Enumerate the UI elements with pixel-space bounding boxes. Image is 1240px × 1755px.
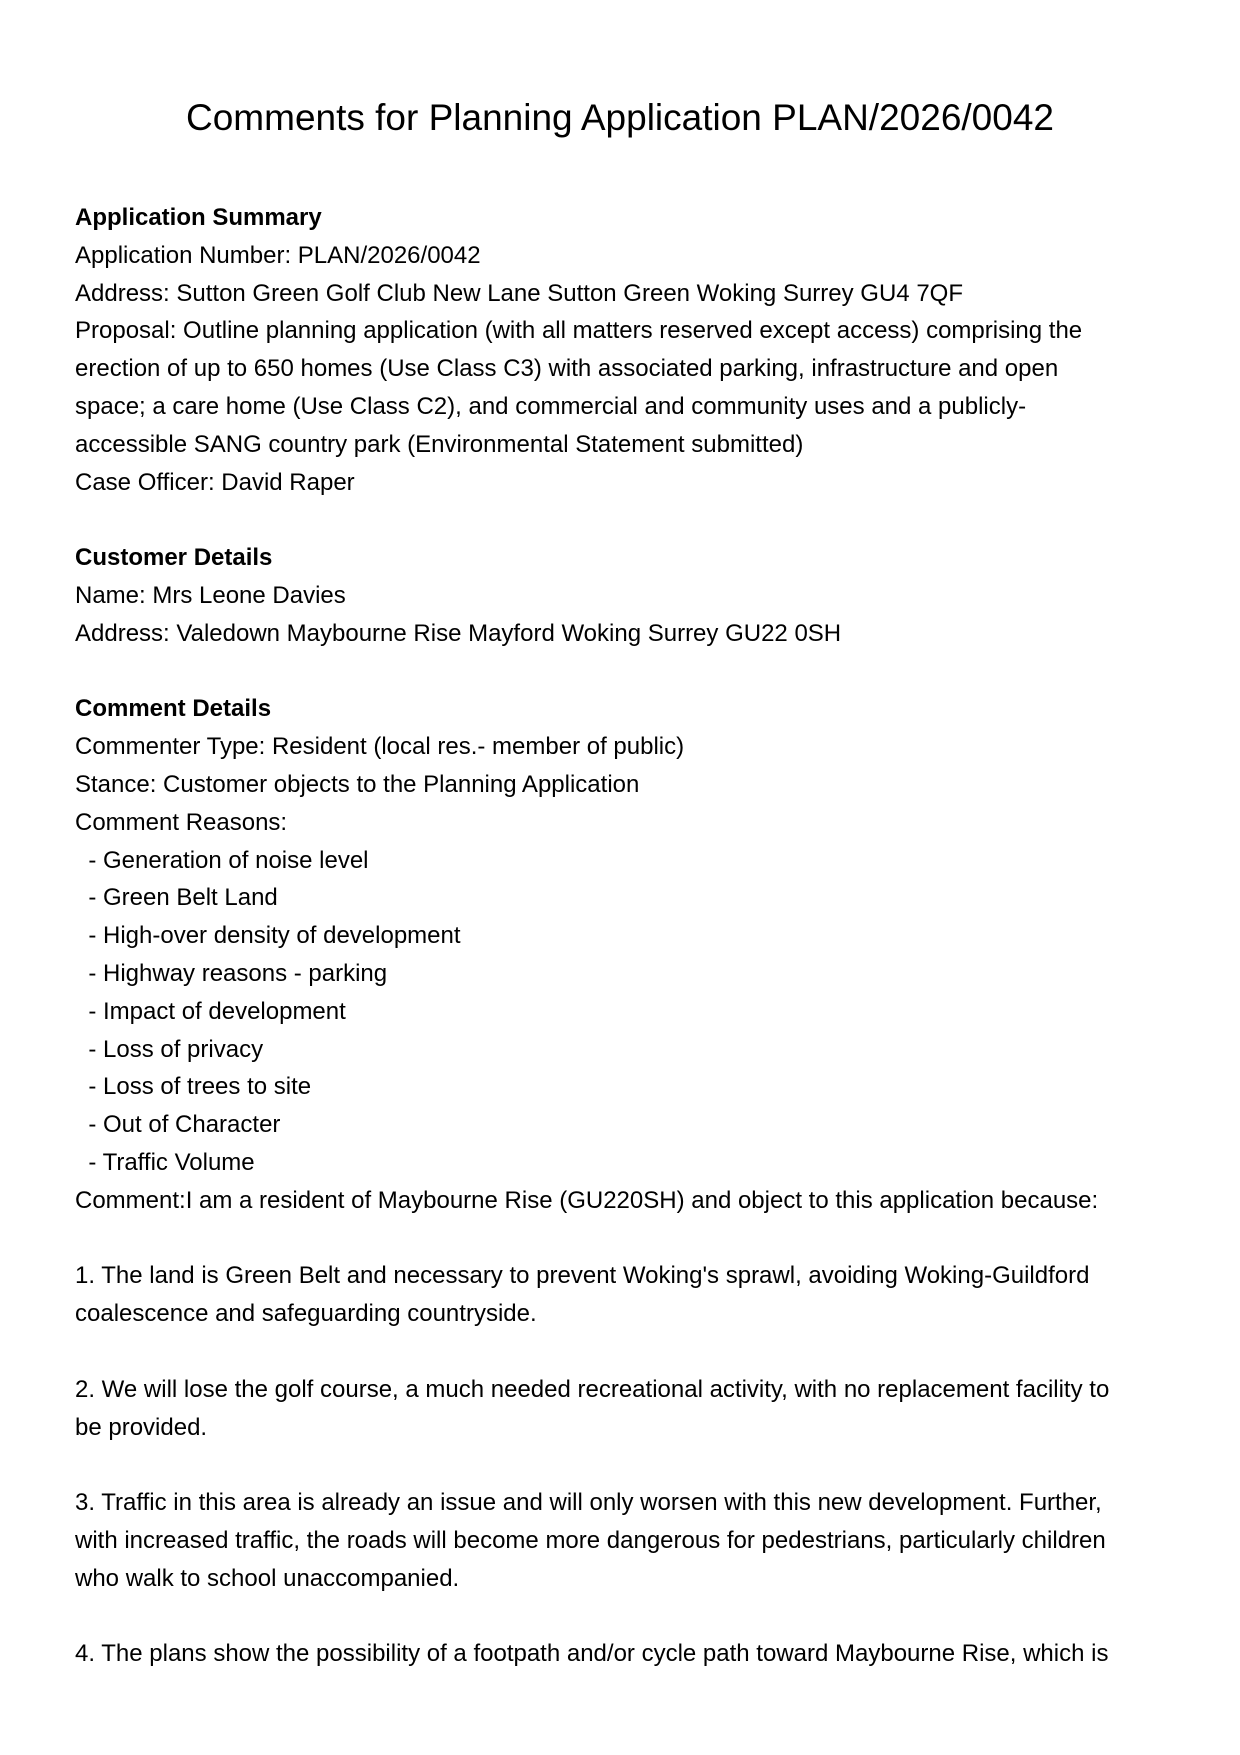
section-heading: Comment Details [75,695,272,723]
comment-reasons-label: Comment Reasons: [75,808,288,836]
comment-reason: - High-over density of development [75,922,461,950]
comment-reason: - Green Belt Land [75,884,278,912]
comment-point-2-line: be provided. [75,1413,208,1441]
comment-reason: - Highway reasons - parking [75,959,388,987]
comment-point-1-line: 1. The land is Green Belt and necessary to prevent Woking's sprawl, avoiding Woking-Guildford [75,1262,1090,1290]
comment-point-2-line: 2. We will lose the golf course, a much needed recreational activity, with no replacement facility to [75,1375,1110,1403]
proposal-line: space; a care home (Use Class C2), and commercial and community uses and a publicly- [75,392,1027,420]
case-officer: Case Officer: David Raper [75,468,355,496]
comment-point-3-line: 3. Traffic in this area is already an issue and will only worsen with this new development. Further, [75,1489,1102,1517]
comment-details-section [75,690,1185,1673]
comment-reason: - Loss of trees to site [75,1073,312,1101]
proposal-line: Proposal: Outline planning application (with all matters reserved except access) comprising the [75,317,1083,345]
comment-reason: - Impact of development [75,997,346,1025]
comment-reason: - Generation of noise level [75,846,369,874]
comment-intro: Comment:I am a resident of Maybourne Rise (GU220SH) and object to this application because: [75,1186,1099,1214]
stance: Stance: Customer objects to the Planning Application [75,770,640,798]
comment-reason: - Traffic Volume [75,1148,255,1176]
page-title: Comments for Planning Application PLAN/2026/0042 [186,97,1054,138]
commenter-type: Commenter Type: Resident (local res.- member of public) [75,733,685,761]
comment-point-3-line: with increased traffic, the roads will become more dangerous for pedestrians, particularly children [75,1526,1106,1554]
spacer [75,1446,1185,1484]
spacer [75,653,1185,691]
comment-reason: - Loss of privacy [75,1035,264,1063]
spacer [75,1333,1185,1371]
customer-details-section [75,539,1185,652]
document-body [75,199,1185,1673]
spacer [75,501,1185,539]
comment-point-1-line: coalescence and safeguarding countryside. [75,1300,537,1328]
proposal-line: erection of up to 650 homes (Use Class C3) with associated parking, infrastructure and open [75,355,1059,383]
customer-name: Name: Mrs Leone Davies [75,581,346,609]
customer-address: Address: Valedown Maybourne Rise Mayford Woking Surrey GU22 0SH [75,619,842,647]
proposal-line: accessible SANG country park (Environmental Statement submitted) [75,430,804,458]
comment-point-3-line: who walk to school unaccompanied. [75,1564,460,1592]
section-heading: Application Summary [75,204,322,231]
spacer [75,1220,1185,1258]
comment-reason: - Out of Character [75,1111,281,1139]
application-number: Application Number: PLAN/2026/0042 [75,241,481,269]
spacer [75,1597,1185,1635]
application-address: Address: Sutton Green Golf Club New Lane Sutton Green Woking Surrey GU4 7QF [75,279,963,307]
application-summary-section [75,199,1185,501]
comment-point-4-line: 4. The plans show the possibility of a footpath and/or cycle path toward Maybourne Rise, which is [75,1640,1109,1668]
section-heading: Customer Details [75,544,273,572]
